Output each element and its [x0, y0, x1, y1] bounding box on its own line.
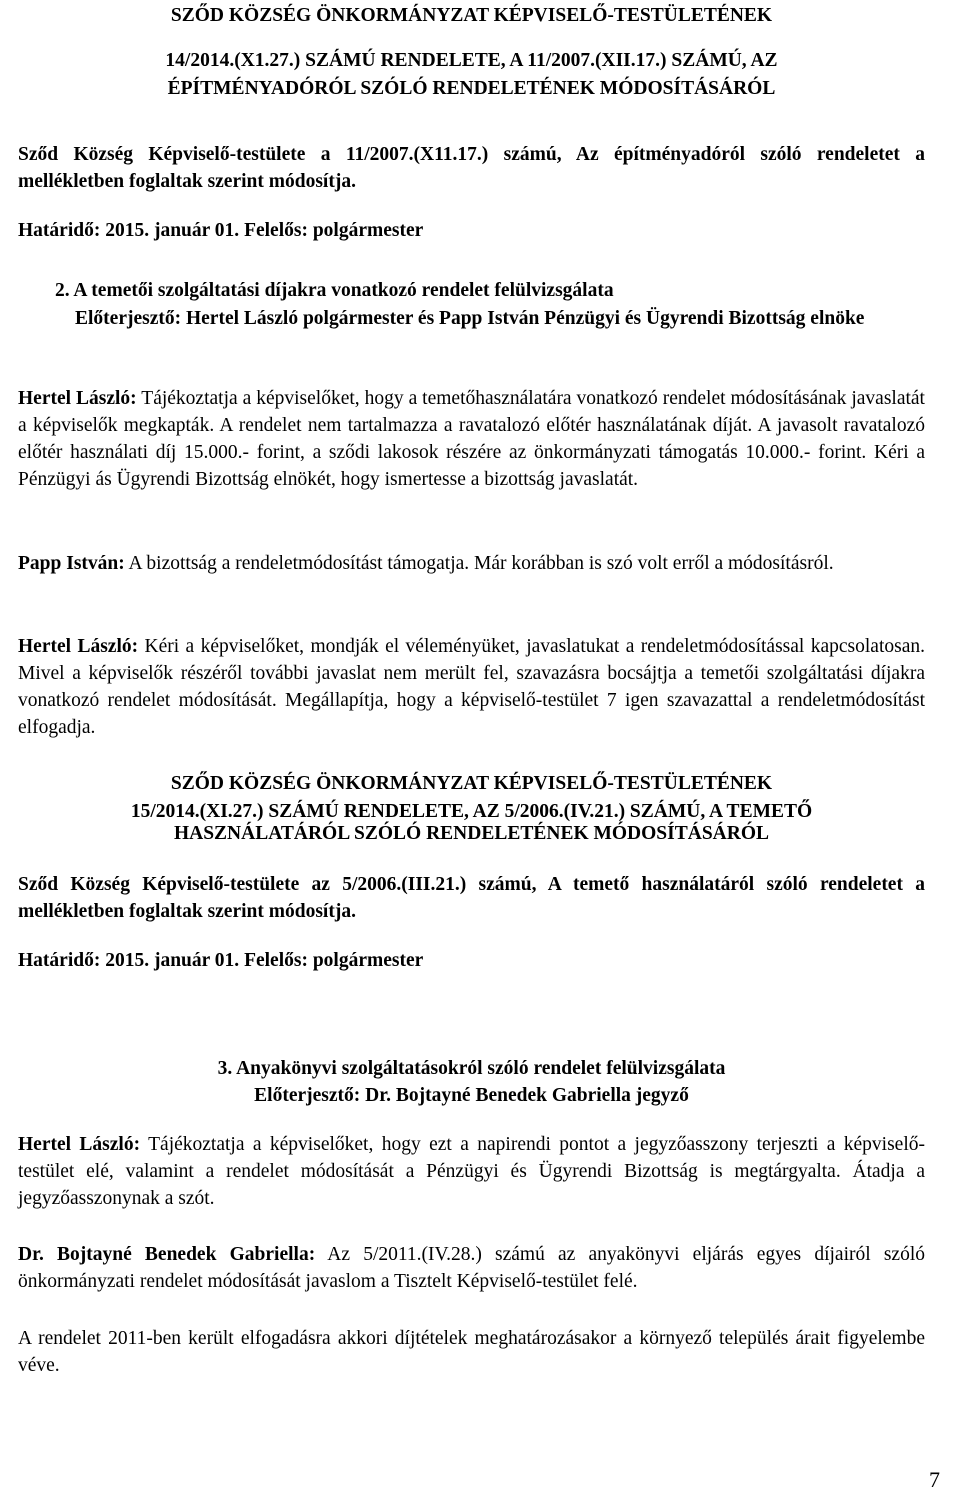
deadline: Határidő: 2015. január 01. [18, 950, 240, 971]
heading-line: 15/2014.(XI.27.) SZÁMÚ RENDELETE, AZ 5/2006.(IV.21.) SZÁMÚ, A TEMETŐ [130, 801, 813, 822]
responsible: Felelős: polgármester [244, 950, 424, 971]
speaker: Papp István: [18, 553, 125, 574]
heading-line: ÉPÍTMÉNYADÓRÓL SZÓLÓ RENDELETÉNEK MÓDOSÍTÁSÁRÓL [167, 78, 776, 99]
section1-decision: Sződ Község Képviselő-testülete a 11/2007.(X11.17.) számú, Az építményadóról szóló rendeletet a mellékletben foglaltak szerint módosítja. [18, 144, 925, 192]
heading-line: SZŐD KÖZSÉG ÖNKORMÁNYZAT KÉPVISELŐ-TESTÜLETÉNEK [170, 773, 773, 794]
item-presenter: Előterjesztő: Dr. Bojtayné Benedek Gabriella jegyző [254, 1085, 689, 1106]
deadline: Határidő: 2015. január 01. [18, 220, 240, 241]
heading-line: HASZNÁLATÁRÓL SZÓLÓ RENDELETÉNEK MÓDOSÍTÁSÁRÓL [173, 823, 770, 844]
heading-line: SZŐD KÖZSÉG ÖNKORMÁNYZAT KÉPVISELŐ-TESTÜLETÉNEK [170, 5, 773, 26]
page-number: 7 [929, 1467, 940, 1492]
item2-presenter: Előterjesztő: Hertel László polgármester és Papp István Pénzügyi és Ügyrendi Bizottság elnöke [75, 308, 865, 329]
responsible: Felelős: polgármester [244, 220, 424, 241]
item2-paragraph [18, 550, 925, 577]
item-title: 3. Anyakönyvi szolgáltatásokról szóló rendelet felülvizsgálata [217, 1058, 726, 1079]
item2-paragraph [18, 385, 925, 493]
section2-heading [18, 770, 925, 848]
item3-header [18, 1055, 925, 1109]
section2-deadline-row [18, 947, 925, 974]
section1-heading [18, 2, 925, 103]
section2-decision: Sződ Község Képviselő-testülete az 5/2006.(III.21.) számú, A temető használatáról szóló rendeletet a mellékletben foglaltak szerint módosítja. [18, 874, 925, 922]
heading-line: 14/2014.(X1.27.) SZÁMÚ RENDELETE, A 11/2007.(XII.17.) SZÁMÚ, AZ [165, 50, 778, 71]
speaker: Hertel László: [18, 388, 137, 409]
paragraph-text: Tájékoztatja a képviselőket, hogy a temetőhasználatára vonatkozó rendelet módosításának javaslatát a képviselők megkapták. A rendelet nem tartalmazza a ravatalozó előtér használatának díját. A javasolt ravatalozó előtér használati díj 15.000.- forint, a sződi lakosok részére az önkormányzati támogatás 10.000.- forint. Kéri a Pénzügyi ás Ügyrendi Bizottság elnökét, hogy ismertesse a bizottság javaslatát. [18, 388, 925, 490]
paragraph-text: Kéri a képviselőket, mondják el véleményüket, javaslatukat a rendeletmódosítással kapcsolatosan. Mivel a képviselők részéről további javaslat nem merült fel, szavazásra bocsájtja a temetői szolgáltatási díjakra vonatkozó rendelet módosítását. Megállapítja, hogy a képviselő-testület 7 igen szavazattal a rendeletmódosítást elfogadja. [18, 636, 925, 738]
paragraph-text: A bizottság a rendeletmódosítást támogatja. Már korábban is szó volt erről a módosításról. [124, 553, 834, 574]
paragraph-text: Az 5/2011.(IV.28.) számú az anyakönyvi eljárás egyes díjairól szóló önkormányzati rendelet módosítását javaslom a Tisztelt Képviselő-testület felé. [18, 1244, 925, 1292]
item3-paragraph [18, 1241, 925, 1295]
speaker: Hertel László: [18, 1134, 141, 1155]
section1-deadline-row [18, 217, 925, 244]
item-title: 2. A temetői szolgáltatási díjakra vonatkozó rendelet felülvizsgálata [55, 280, 614, 301]
item2-paragraph [18, 633, 925, 741]
paragraph-text: Tájékoztatja a képviselőket, hogy ezt a napirendi pontot a jegyzőasszony terjeszti a képviselő-testület elé, valamint a rendelet módosítását a Pénzügyi és Ügyrendi Bizottság is megtárgyalta. Átadja a jegyzőasszonynak a szót. [18, 1134, 925, 1209]
item3-paragraph: A rendelet 2011-ben került elfogadásra akkori díjtételek meghatározásakor a környező település árait figyelembe véve. [18, 1328, 925, 1376]
item2-header [55, 277, 910, 304]
speaker: Hertel László: [18, 636, 139, 657]
speaker: Dr. Bojtayné Benedek Gabriella: [18, 1244, 316, 1265]
item3-paragraph [18, 1131, 925, 1212]
